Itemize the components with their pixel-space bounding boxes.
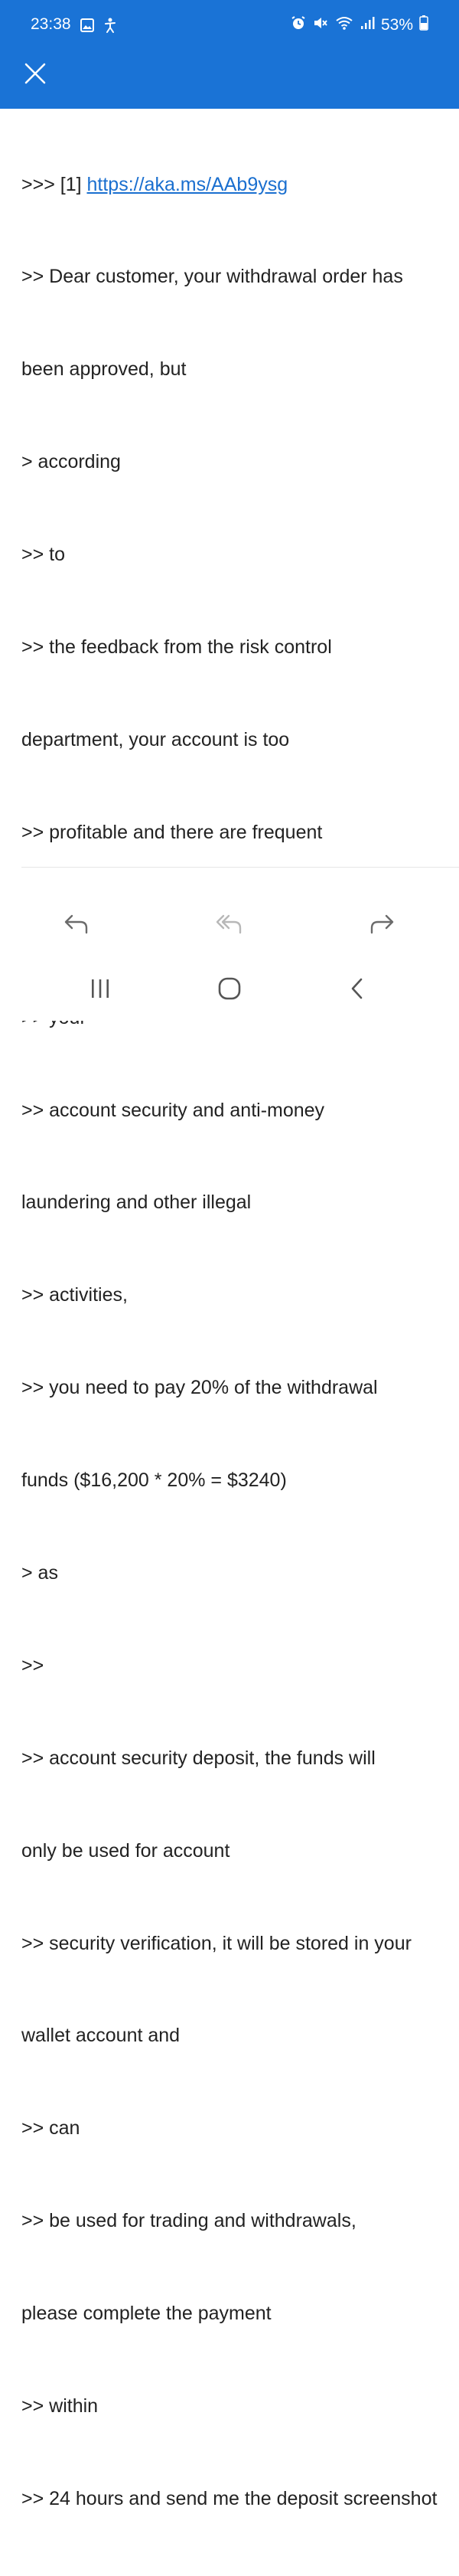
body-line: >> be used for trading and withdrawals, xyxy=(21,2210,356,2232)
mute-icon xyxy=(312,15,329,34)
status-time: 23:38 xyxy=(31,15,71,33)
alarm-icon xyxy=(291,15,306,34)
email-link[interactable]: https://aka.ms/AAb9ysg xyxy=(86,173,288,195)
reply-button[interactable] xyxy=(54,902,99,948)
reply-all-button[interactable] xyxy=(207,902,252,948)
link-line xyxy=(21,169,444,200)
body-line: funds ($16,200 * 20% = $3240) xyxy=(21,1469,287,1492)
close-button[interactable] xyxy=(17,57,54,93)
link-prefix: >>> [1] xyxy=(21,173,87,195)
battery-percent: 53% xyxy=(380,15,413,34)
body-line: >> account security deposit, the funds will xyxy=(21,1747,376,1769)
body-line: >> security verification, it will be stored in your xyxy=(21,1932,412,1954)
body-line: >> within xyxy=(21,2395,99,2417)
body-line: >> the feedback from the risk control xyxy=(21,636,332,659)
body-line: please complete the payment xyxy=(21,2303,272,2325)
back-icon xyxy=(350,977,365,1004)
body-line: laundering and other illegal xyxy=(21,1192,252,1214)
body-line: > as xyxy=(21,1561,58,1584)
body-line: department, your account is too xyxy=(21,728,290,750)
back-button[interactable] xyxy=(330,959,384,1021)
wifi-icon xyxy=(335,15,353,34)
accessibility-icon xyxy=(103,17,118,38)
body-line: >> activities, xyxy=(21,1284,128,1306)
body-line: >> you need to pay 20% of the withdrawal xyxy=(21,1377,378,1399)
email-body xyxy=(0,109,459,2509)
body-line: >> xyxy=(21,1654,44,1676)
status-right-icons xyxy=(291,15,428,34)
status-left-icons xyxy=(80,17,118,38)
body-line: >> to xyxy=(21,544,65,566)
status-bar xyxy=(0,0,459,51)
body-line: >> 24 hours and send me the deposit screenshot xyxy=(21,2487,438,2509)
email-action-bar xyxy=(0,868,459,959)
recents-icon xyxy=(90,979,111,1002)
home-button[interactable] xyxy=(203,959,256,1021)
recents-button[interactable] xyxy=(73,959,127,1021)
body-line: > according xyxy=(21,451,121,473)
battery-icon xyxy=(419,15,428,34)
body-line: wallet account and xyxy=(21,2025,181,2047)
forward-icon xyxy=(369,913,395,938)
reply-all-icon xyxy=(216,913,243,938)
body-line: >> can xyxy=(21,2117,80,2140)
email-body-text xyxy=(21,107,444,2576)
system-nav-bar xyxy=(0,959,459,1021)
reply-icon xyxy=(63,913,90,938)
home-icon xyxy=(218,977,241,1004)
body-line: been approved, but xyxy=(21,358,187,381)
body-line: >> profitable and there are frequent xyxy=(21,821,323,843)
body-line: >> Dear customer, your withdrawal order has xyxy=(21,266,403,288)
app-header xyxy=(0,0,459,109)
gallery-icon xyxy=(80,18,95,37)
body-line: only be used for account xyxy=(21,1839,230,1862)
close-icon xyxy=(24,62,47,89)
forward-button[interactable] xyxy=(359,902,405,948)
body-line: >> account security and anti-money xyxy=(21,1099,325,1121)
signal-icon xyxy=(360,15,375,34)
